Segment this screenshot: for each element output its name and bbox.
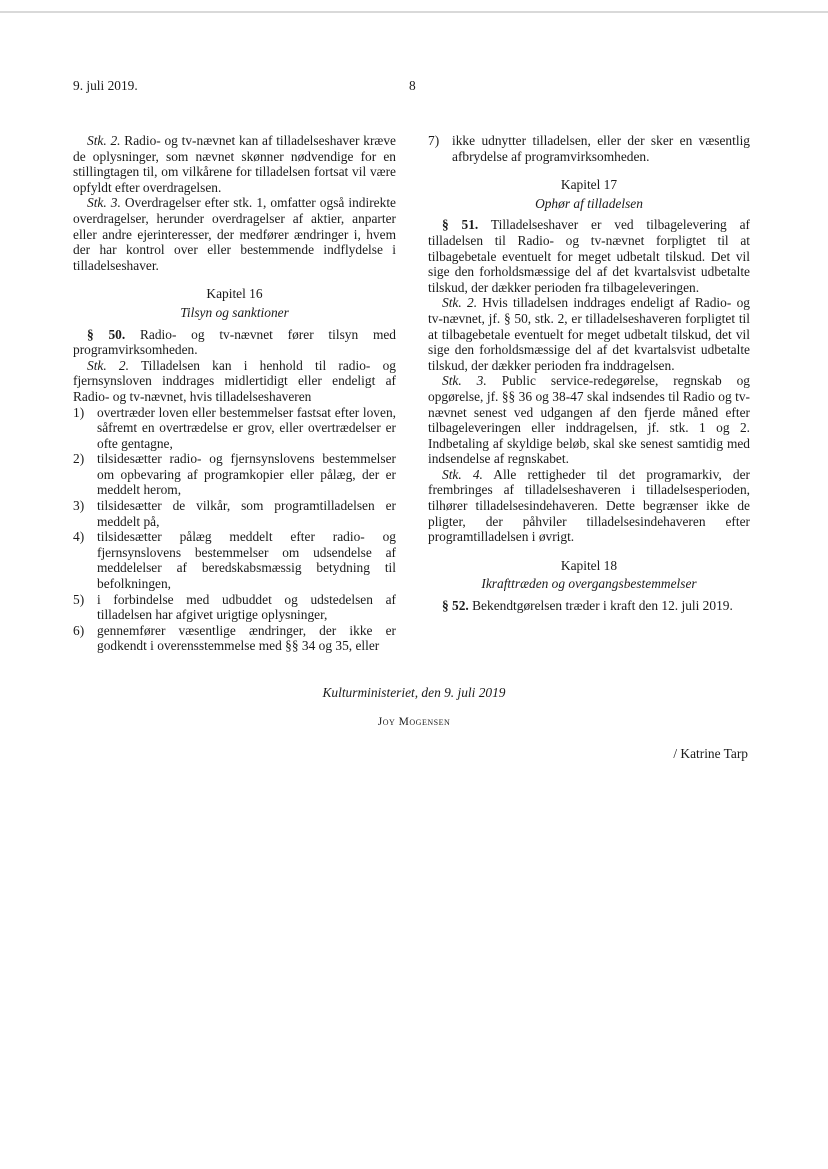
chapter-heading: Kapitel 17	[560, 177, 618, 193]
list-item-number: 1)	[73, 404, 85, 420]
stk-label: Stk. 3.	[442, 373, 487, 389]
chapter-title: Ikrafttræden og overgangsbestemmelser	[481, 576, 697, 592]
list-item-number: 4)	[73, 529, 85, 545]
chapter-heading: Kapitel 18	[560, 557, 618, 573]
paragraph-section	[428, 217, 750, 295]
list-item-number: 7)	[428, 133, 440, 148]
list-item-text: tilsidesætter de vilkår, som programtilladelsen er meddelt på,	[97, 498, 396, 529]
stk-label: Stk. 2.	[87, 133, 121, 148]
paragraph-text: Tilladelsen kan i henhold til radio- og fjernsynsloven inddrages midlertidigt eller endeligt af Radio- og tv-nævnet, hvis tilladelseshaveren	[73, 357, 396, 404]
paragraph-text: Hvis tilladelsen inddrages endeligt af Radio- og tv-nævnet, jf. § 50, stk. 2, er tilladelseshaveren forpligtet til at tilbagebetale eventuelt for meget udbetalt tilskud, det vil sige den forholdsmæssige del af det kvartalsvist udbetalte tilskud, der dækker perioden fra inddragelsen.	[428, 295, 750, 373]
list-item	[73, 498, 396, 529]
signature-place-date: Kulturministeriet, den 9. juli 2019	[322, 685, 506, 700]
page-date: 9. juli 2019.	[73, 78, 138, 93]
top-rule	[0, 11, 828, 13]
section-label: § 50.	[87, 326, 126, 342]
paragraph-text: Tilladelseshaver er ved tilbagelevering af tilladelsen til Radio- og tv-nævnet forpligtet til at tilbagebetale eventuelt for meget udbetalt tilskud. Det vil sige den forholdsmæssige del af det kvartalsvist udbetalte tilskud, der dækker perioden fra tilbageleveringen.	[428, 217, 750, 295]
list-item	[73, 451, 396, 498]
chapter-title: Tilsyn og sanktioner	[180, 304, 289, 320]
right-column	[428, 133, 750, 614]
list-item-text: ikke udnytter tilladelsen, eller der sker en væsentlig afbrydelse af programvirksomheden.	[452, 133, 750, 164]
list-item-text: overtræder loven eller bestemmelser fastsat efter loven, såfremt en overtrædelse er grov, eller overtrædelser er ofte gentagne,	[97, 404, 396, 451]
list-item-text: tilsidesætter pålæg meddelt efter radio- og fjernsynslovens bestemmelser om udsendelse af meddelelser af beredskabsmæssig betydning til befolkningen,	[97, 529, 396, 592]
page-number: 8	[409, 78, 416, 93]
paragraph-stk	[428, 295, 750, 373]
left-column	[73, 133, 396, 654]
list-item-text: tilsidesætter radio- og fjernsynslovens bestemmelser om opbevaring af programkopier eller pålæg, der er meddelt herom,	[97, 451, 396, 498]
paragraph-stk	[73, 133, 396, 195]
list-item-number: 2)	[73, 451, 85, 467]
list-item	[73, 405, 396, 452]
list-item-number: 3)	[73, 498, 85, 514]
paragraph-text: Bekendtgørelsen træder i kraft den 12. juli 2019.	[468, 598, 733, 614]
paragraph-text: Radio- og tv-nævnet fører tilsyn med programvirksomheden.	[73, 326, 397, 358]
paragraph-text: Radio- og tv-nævnet kan af tilladelseshaver kræve de oplysninger, som nævnet skønner nødvendige for en stillingtagen til, om vilkårene for tilladelsen fortsat vil være opfyldt efter overdragelsen.	[73, 133, 396, 195]
list-item	[73, 529, 396, 591]
paragraph-section	[73, 327, 396, 358]
chapter-title: Ophør af tilladelsen	[535, 195, 643, 211]
stk-label: Stk. 3.	[87, 195, 121, 211]
paragraph-text: Alle rettigheder til det programarkiv, der frembringes af tilladelseshaveren i tilladelsesperioden, tilhører tilladelsesindehaveren. Dette begrænser ikke de pligter, der påhviler tilladelsesindehaveren efter programtilladelsen i øvrigt.	[428, 466, 750, 545]
signature-minister: Joy Mogensen	[377, 716, 451, 728]
paragraph-stk	[428, 373, 750, 467]
paragraph-text: Overdragelser efter stk. 1, omfatter også indirekte overdragelser, herunder overdragelser af aktier, anparter eller andre ejerinteresser, der medfører ændringer i, hvem der har kontrol over eller bestemmende indflydelse i tilladelseshaver.	[73, 195, 396, 273]
paragraph-text: Public service-redegørelse, regnskab og opgørelse, jf. §§ 36 og 38-47 skal indsendes til Radio og tv-nævnet senest ved udgangen af den fjerde måned efter tilbageleveringen eller inddragelsen, jf. stk. 1 og 2. Indbetaling af skyldige beløb, skal ske senest samtidig med indsendelse af regnskabet.	[428, 373, 750, 467]
chapter-heading: Kapitel 16	[206, 286, 263, 302]
list-item	[73, 623, 396, 654]
list-item-number: 5)	[73, 591, 85, 607]
stk-label: Stk. 4.	[442, 466, 483, 482]
paragraph-stk	[428, 467, 750, 545]
section-label: § 51.	[442, 217, 479, 233]
list-item-number: 6)	[73, 622, 85, 638]
paragraph-stk	[73, 195, 396, 273]
signature-official: / Katrine Tarp	[673, 746, 748, 761]
stk-label: Stk. 2.	[87, 357, 129, 373]
stk-label: Stk. 2.	[442, 295, 478, 311]
paragraph-stk	[73, 358, 396, 405]
paragraph-section	[428, 598, 750, 614]
list-item	[73, 592, 396, 623]
section-label: § 52.	[442, 598, 469, 614]
list-item-text: i forbindelse med udbuddet og udstedelsen af tilladelsen har afgivet urigtige oplysninger,	[97, 591, 396, 623]
list-item-text: gennemfører væsentlige ændringer, der ikke er godkendt i overensstemmelse med §§ 34 og 35, eller	[97, 622, 396, 654]
list-item	[428, 133, 750, 164]
